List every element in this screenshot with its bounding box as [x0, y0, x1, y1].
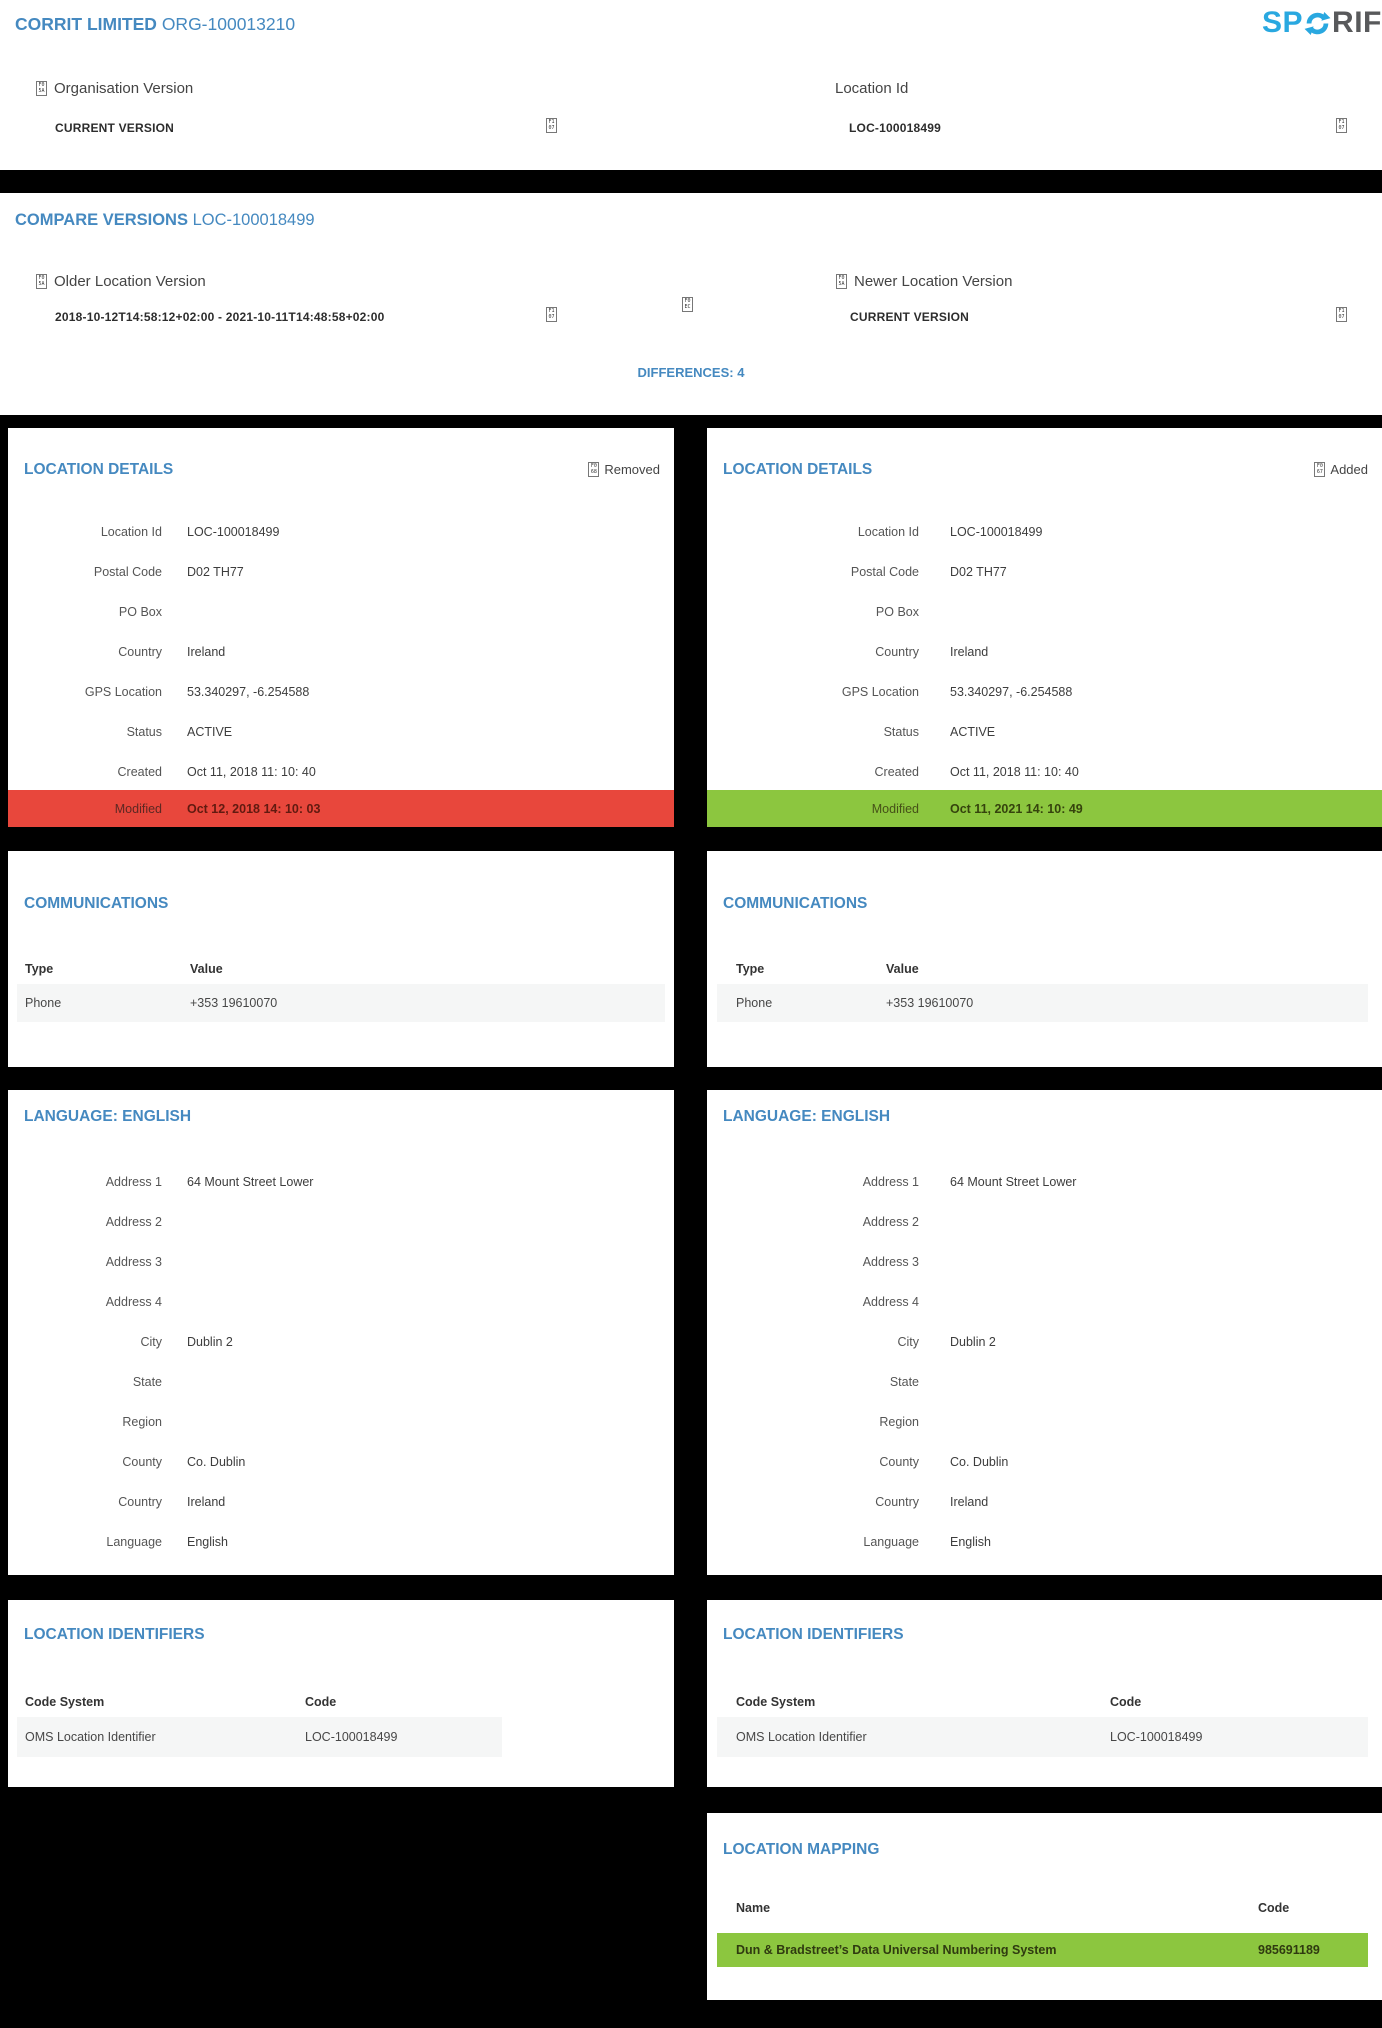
field-row: [707, 592, 1382, 632]
sporify-logo: [1262, 6, 1382, 40]
removed-badge-label: Removed: [604, 462, 660, 477]
field-value: Dublin 2: [187, 1335, 233, 1349]
table-row: [717, 984, 1368, 1022]
field-value: Ireland: [950, 1495, 989, 1509]
field-label: Language: [106, 1535, 162, 1549]
field-row: [8, 592, 674, 632]
table-header-row: [717, 954, 1368, 984]
field-row: [8, 1322, 674, 1362]
cell-type: Phone: [25, 996, 62, 1010]
field-row: [8, 1162, 674, 1202]
table-header-row: [17, 954, 665, 984]
compare-versions-heading: COMPARE VERSIONS: [15, 211, 188, 229]
location-identifiers-newer-card: [707, 1600, 1382, 1787]
added-badge-label: Added: [1330, 462, 1368, 477]
section-title: LANGUAGE: ENGLISH: [723, 1108, 891, 1125]
compare-versions-subtitle: LOC-100018499: [192, 211, 315, 229]
logo-text-suffix: RIF: [1332, 6, 1382, 39]
field-row: [707, 1482, 1382, 1522]
added-badge: [1314, 462, 1368, 477]
info-icon: F0 5A: [836, 274, 847, 289]
field-label: Country: [875, 645, 919, 659]
field-label: Address 3: [105, 1255, 162, 1269]
organisation-version-dropdown[interactable]: CURRENT VERSION: [55, 121, 175, 135]
column-header-code: Code: [1110, 1695, 1142, 1709]
section-title: LANGUAGE: ENGLISH: [24, 1108, 192, 1125]
field-rows: [707, 512, 1382, 792]
field-row: [8, 632, 674, 672]
field-label: Modified: [114, 801, 162, 816]
section-title: LOCATION IDENTIFIERS: [723, 1626, 904, 1643]
field-label: Country: [118, 645, 162, 659]
field-label: Language: [863, 1535, 919, 1549]
section-title: COMMUNICATIONS: [723, 895, 868, 912]
field-label: Country: [118, 1495, 162, 1509]
field-label: Country: [875, 1495, 919, 1509]
cell-value: +353 19610070: [886, 996, 974, 1010]
field-label: GPS Location: [841, 685, 919, 699]
field-row: [8, 672, 674, 712]
section-title: COMMUNICATIONS: [24, 895, 169, 912]
field-label: Address 1: [105, 1175, 162, 1189]
field-label: Region: [879, 1415, 919, 1429]
field-rows: [707, 1162, 1382, 1562]
column-header-value: Value: [190, 962, 223, 976]
location-id-label: Location Id: [835, 80, 909, 97]
location-details-older-card: [8, 428, 674, 827]
field-value: LOC-100018499: [187, 525, 280, 539]
field-label: Address 1: [862, 1175, 919, 1189]
chevron-down-icon[interactable]: F1 07: [1336, 307, 1347, 322]
cell-code-system: OMS Location Identifier: [736, 1730, 867, 1744]
cell-value: +353 19610070: [190, 996, 278, 1010]
location-details-newer-card: [707, 428, 1382, 827]
organisation-header-card: [0, 0, 1382, 170]
chevron-down-icon[interactable]: F1 07: [1336, 118, 1347, 133]
field-label: City: [897, 1335, 919, 1349]
field-label: Region: [122, 1415, 162, 1429]
differences-count: DIFFERENCES: 4: [637, 365, 745, 380]
modified-row-added: [707, 790, 1382, 827]
column-header-code-system: Code System: [25, 1695, 105, 1709]
newer-version-dropdown[interactable]: CURRENT VERSION: [850, 310, 970, 324]
field-value: D02 TH77: [187, 565, 244, 579]
field-row: [707, 512, 1382, 552]
field-label: Status: [126, 725, 162, 739]
field-label: PO Box: [118, 605, 162, 619]
field-row: [8, 712, 674, 752]
field-label: Location Id: [857, 525, 919, 539]
field-row: [707, 1442, 1382, 1482]
field-row: [707, 1322, 1382, 1362]
field-label: Location Id: [100, 525, 162, 539]
older-version-dropdown[interactable]: 2018-10-12T14:58:12+02:00 - 2021-10-11T14:48:58+02:00: [55, 310, 385, 324]
field-value: English: [950, 1535, 991, 1549]
location-identifiers-older-card: [8, 1600, 674, 1787]
language-newer-card: [707, 1090, 1382, 1575]
location-id-label-group: [835, 80, 908, 97]
column-header-value: Value: [886, 962, 919, 976]
org-title: [15, 14, 295, 35]
identifiers-table: [17, 1687, 502, 1757]
info-icon: F0 5A: [36, 81, 47, 96]
cell-code: 985691189: [1258, 1943, 1320, 1957]
field-row: [8, 1442, 674, 1482]
field-row: [707, 1162, 1382, 1202]
column-header-code: Code: [1258, 1901, 1290, 1915]
field-label: County: [122, 1455, 162, 1469]
compare-versions-title: [15, 211, 315, 230]
communications-table: [717, 954, 1368, 1022]
section-title: LOCATION DETAILS: [24, 461, 174, 478]
field-row: [707, 632, 1382, 672]
field-value: Dublin 2: [950, 1335, 996, 1349]
field-value: ACTIVE: [950, 725, 996, 739]
field-label: Modified: [871, 801, 919, 816]
location-id-dropdown[interactable]: LOC-100018499: [849, 121, 941, 135]
table-row: [717, 1717, 1368, 1757]
cell-type: Phone: [736, 996, 773, 1010]
table-row: [17, 984, 665, 1022]
field-value: Oct 11, 2018 11: 10: 40: [187, 765, 316, 779]
field-row: [8, 552, 674, 592]
column-header-name: Name: [736, 1901, 771, 1915]
field-label: Postal Code: [850, 565, 919, 579]
field-value: Oct 12, 2018 14: 10: 03: [187, 801, 321, 816]
removed-badge: [588, 462, 660, 477]
table-row-added: [717, 1933, 1368, 1967]
sync-o-icon: [1304, 10, 1331, 37]
logo-text-prefix: SP: [1262, 6, 1304, 39]
column-header-type: Type: [736, 962, 765, 976]
location-mapping-card: [707, 1813, 1382, 2000]
communications-older-card: [8, 851, 674, 1067]
field-label: State: [889, 1375, 919, 1389]
field-row: [8, 1202, 674, 1242]
language-older-card: [8, 1090, 674, 1575]
plus-icon: F0 67: [1314, 462, 1325, 477]
older-version-label: Older Location Version: [54, 273, 206, 290]
org-name: CORRIT LIMITED: [15, 14, 157, 34]
cell-code: LOC-100018499: [305, 1730, 398, 1744]
field-value: Co. Dublin: [950, 1455, 1009, 1469]
field-row: [707, 672, 1382, 712]
column-header-type: Type: [25, 962, 54, 976]
table-header-row: [717, 1895, 1368, 1921]
column-header-code-system: Code System: [736, 1695, 816, 1709]
field-label: GPS Location: [84, 685, 162, 699]
field-label: State: [132, 1375, 162, 1389]
field-label: Address 2: [862, 1215, 919, 1229]
modified-row-removed: [8, 790, 674, 827]
section-title: LOCATION IDENTIFIERS: [24, 1626, 205, 1643]
field-value: 64 Mount Street Lower: [950, 1175, 1077, 1189]
field-row: [707, 1522, 1382, 1562]
table-row: [17, 1717, 502, 1757]
field-row: [8, 1362, 674, 1402]
communications-newer-card: [707, 851, 1382, 1067]
identifiers-table: [717, 1687, 1368, 1757]
swap-versions-icon[interactable]: F0 EC: [682, 297, 693, 312]
field-label: Status: [883, 725, 919, 739]
field-row: [707, 712, 1382, 752]
info-icon: F0 5A: [36, 274, 47, 289]
field-row: [707, 1202, 1382, 1242]
field-value: Co. Dublin: [187, 1455, 246, 1469]
field-row: [8, 1282, 674, 1322]
field-row: [8, 1482, 674, 1522]
field-row: [8, 1402, 674, 1442]
compare-versions-card: [0, 193, 1382, 415]
organisation-version-label-group: [36, 80, 193, 97]
field-row: [707, 1242, 1382, 1282]
column-header-code: Code: [305, 1695, 337, 1709]
field-value: ACTIVE: [187, 725, 233, 739]
field-value: 53.340297, -6.254588: [950, 685, 1073, 699]
field-label: Address 3: [862, 1255, 919, 1269]
section-title: LOCATION MAPPING: [723, 1841, 880, 1858]
org-id: ORG-100013210: [161, 14, 296, 34]
minus-icon: F0 68: [588, 462, 599, 477]
field-row: [8, 512, 674, 552]
table-header-row: [17, 1687, 502, 1717]
chevron-down-icon[interactable]: F1 07: [546, 307, 557, 322]
field-rows: [8, 512, 674, 792]
field-label: Postal Code: [93, 565, 162, 579]
field-value: LOC-100018499: [950, 525, 1043, 539]
field-label: City: [140, 1335, 162, 1349]
field-row: [707, 1362, 1382, 1402]
section-title: LOCATION DETAILS: [723, 461, 873, 478]
field-value: 64 Mount Street Lower: [187, 1175, 314, 1189]
field-row: [8, 1242, 674, 1282]
newer-version-label-group: [836, 273, 1012, 290]
field-value: English: [187, 1535, 228, 1549]
field-row: [707, 1282, 1382, 1322]
field-row: [8, 752, 674, 792]
field-value: Oct 11, 2021 14: 10: 49: [950, 801, 1083, 816]
cell-code-system: OMS Location Identifier: [25, 1730, 156, 1744]
cell-code: LOC-100018499: [1110, 1730, 1203, 1744]
field-value: Ireland: [187, 1495, 226, 1509]
field-rows: [8, 1162, 674, 1562]
field-label: Address 4: [105, 1295, 162, 1309]
field-label: Address 2: [105, 1215, 162, 1229]
field-row: [8, 1522, 674, 1562]
table-header-row: [717, 1687, 1368, 1717]
organisation-version-label: Organisation Version: [54, 80, 194, 97]
field-row: [707, 552, 1382, 592]
cell-name: Dun & Bradstreet’s Data Universal Numbering System: [736, 1943, 1057, 1957]
field-label: Created: [874, 765, 919, 779]
field-value: 53.340297, -6.254588: [187, 685, 310, 699]
older-version-label-group: [36, 273, 206, 290]
field-value: D02 TH77: [950, 565, 1007, 579]
field-row: [707, 752, 1382, 792]
field-value: Ireland: [187, 645, 226, 659]
chevron-down-icon[interactable]: F1 07: [546, 118, 557, 133]
communications-table: [17, 954, 665, 1022]
field-value: Oct 11, 2018 11: 10: 40: [950, 765, 1079, 779]
field-row: [707, 1402, 1382, 1442]
newer-version-label: Newer Location Version: [854, 273, 1013, 290]
mapping-table: [717, 1895, 1368, 1967]
field-value: Ireland: [950, 645, 989, 659]
field-label: Address 4: [862, 1295, 919, 1309]
field-label: County: [879, 1455, 919, 1469]
field-label: Created: [117, 765, 162, 779]
field-label: PO Box: [875, 605, 919, 619]
